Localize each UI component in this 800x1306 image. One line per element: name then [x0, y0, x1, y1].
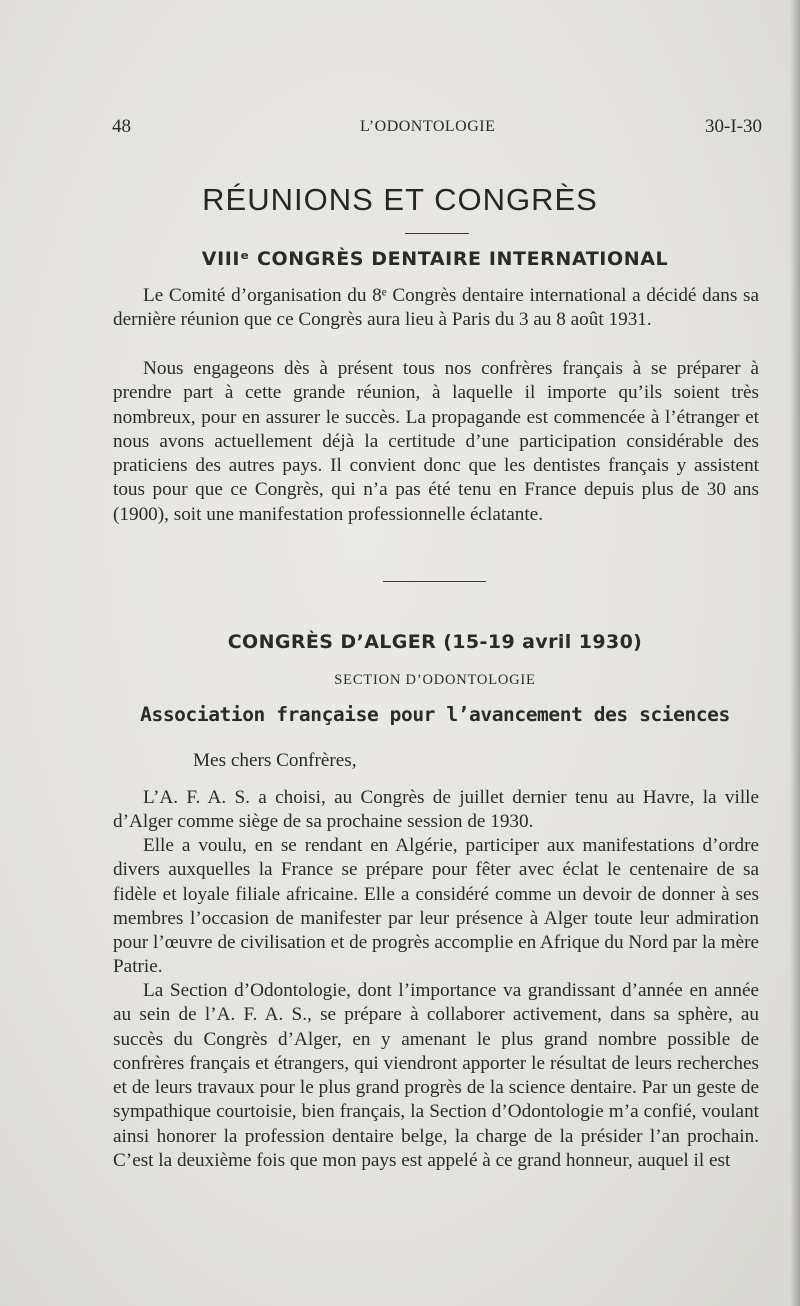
section-label: SECTION D’ODONTOLOGIE: [334, 672, 536, 688]
page-number: 48: [112, 116, 131, 137]
alger-congress-heading: CONGRÈS D’ALGER (15-19 avril 1930): [227, 631, 643, 653]
alger-paragraph-1: L’A. F. A. S. a choisi, au Congrès de juillet dernier tenu au Havre, la ville d’Alger comme siège de sa prochaine session de 1930.: [113, 787, 759, 833]
journal-title: L’ODONTOLOGIE: [360, 118, 496, 135]
congress-paragraph-2: Nous engageons dès à présent tous nos confrères français à se préparer à prendre part à cette grande réunion, à laquelle il importe qu’ils soient très nombreux, pour en assurer le succès. La propagande est commencée à l’étranger et nous avons actuellement déjà la certitude d’une participation considérable des praticiens des autres pays. Il convient donc que les dentistes français y assistent tous pour que ce Congrès, qui n’a pas été tenu en France depuis plus de 30 ans (1900), soit une manifestation professionnelle éclatante.: [113, 358, 759, 525]
alger-paragraph-2: Elle a voulu, en se rendant en Algérie, participer aux manifestations d’ordre divers auxquelles la France se prépare pour fêter avec éclat le centenaire de sa fidèle et loyale filiale africaine. Elle a considéré comme un devoir de donner à ses membres l’occasion de manifester par leur présence à Alger toute leur admiration pour l’œuvre de civilisation et de progrès accomplie en Afrique du Nord par la mère Patrie.: [113, 835, 759, 978]
issue-date: 30-I-30: [705, 116, 762, 137]
salutation: Mes chers Confrères,: [193, 750, 357, 771]
running-head: [112, 116, 762, 146]
alger-paragraph-3: La Section d’Odontologie, dont l’importance va grandissant d’année en année au sein de l’A. F. A. S., se prépare à collaborer activement, dans sa sphère, au succès du Congrès d’Alger, en y amenant le plus grand nombre possible de confrères français et étrangers, qui viendront apporter le résultat de leurs recherches et de leurs travaux pour le plus grand progrès de la science dentaire. Par un geste de sympathique courtoisie, bien français, la Section d’Odontologie m’a confié, voulant ainsi honorer la profession dentaire belge, la charge de la présider l’an prochain. C’est la deuxième fois que mon pays est appelé à ce grand honneur, auquel il est: [113, 980, 759, 1172]
separator-rule: [383, 581, 486, 582]
congress-paragraph-1: Le Comité d’organisation du 8ᵉ Congrès dentaire international a décidé dans sa dernière réunion que ce Congrès aura lieu à Paris du 3 au 8 août 1931.: [113, 285, 759, 331]
congress-heading: VIIIᵉ CONGRÈS DENTAIRE INTERNATIONAL: [201, 248, 669, 270]
title-rule: [405, 233, 469, 234]
section-title: RÉUNIONS ET CONGRÈS: [202, 182, 598, 217]
association-heading: Association française pour l’avancement des sciences: [140, 703, 730, 726]
